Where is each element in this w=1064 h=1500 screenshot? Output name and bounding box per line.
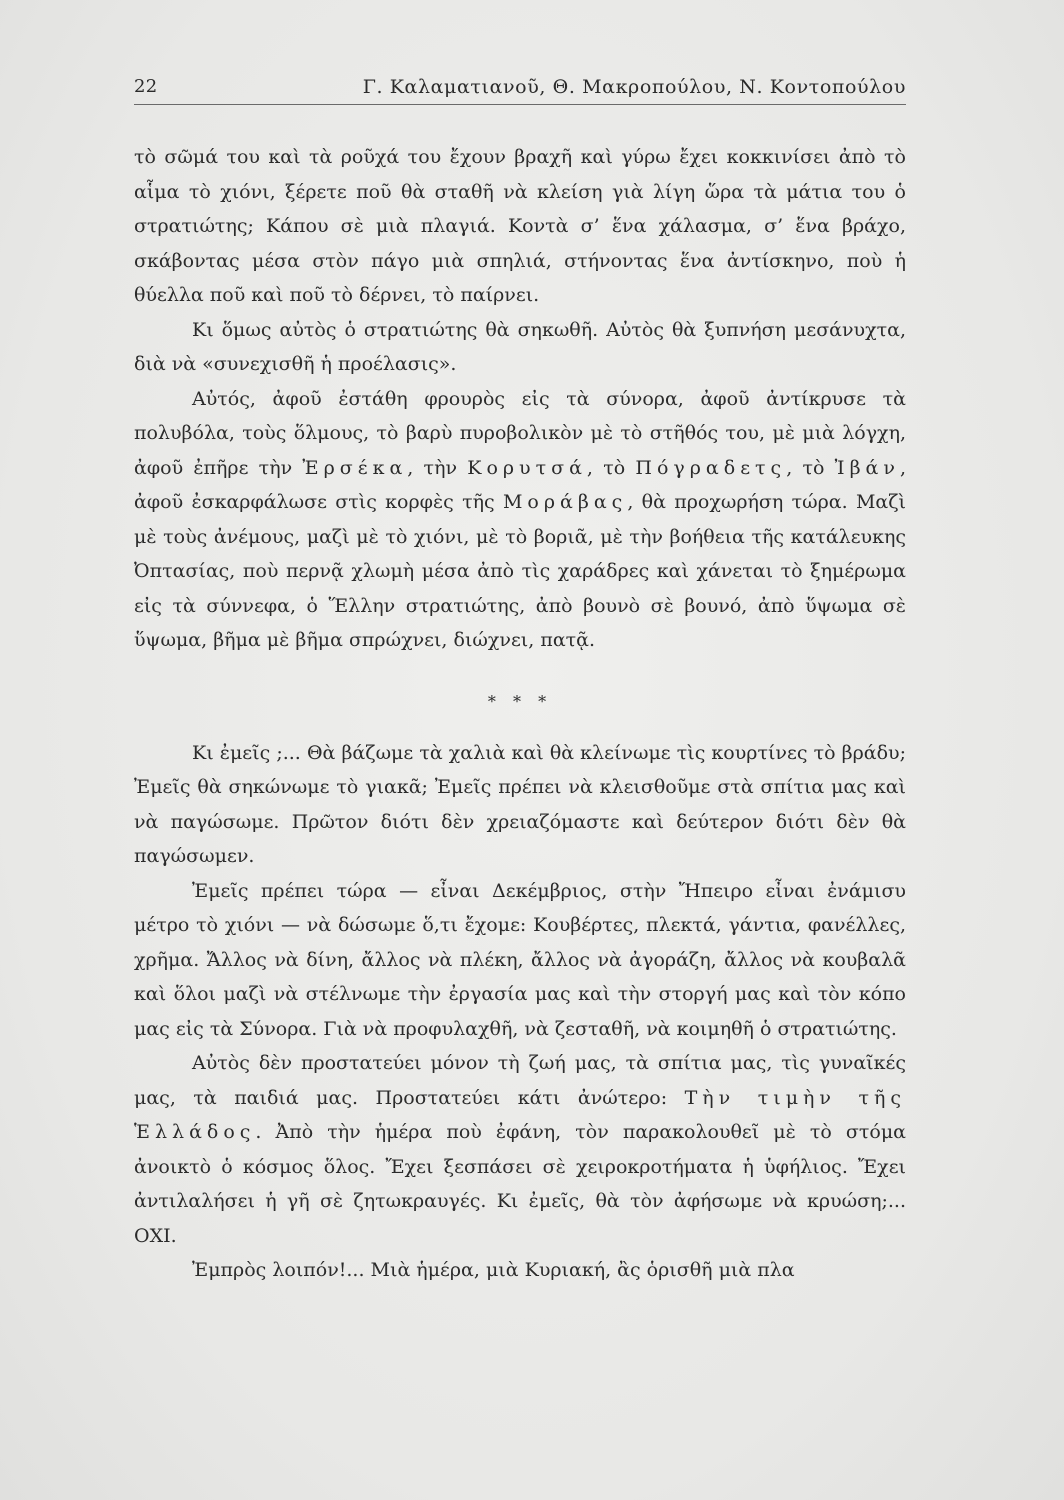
emphasized-text: Κορυτσά bbox=[467, 456, 587, 479]
paragraph-p5 bbox=[134, 874, 906, 1047]
paragraph-text: τὸ σῶμά του καὶ τὰ ροῦχά του ἔχουν βραχῆ καὶ γύρω ἔχει κοκκινίσει ἀπὸ τὸ αἷμα τὸ χιόνι, ξέρετε ποῦ θὰ σταθῆ νὰ κλείση γιὰ λίγη ὥρα τὰ μάτια του ὁ στρατιώτης; Κάπου σὲ μιὰ πλαγιά. Κοντὰ σ’ ἕνα χάλασμα, σ’ ἕνα βράχο, σκάβοντας μέσα στὸν πάγο μιὰ σπηλιά, στήνοντας ἕνα ἀντίσκηνο, ποὺ ἡ θύελλα ποῦ καὶ ποῦ τὸ δέρνει, τὸ παίρνει. bbox=[134, 146, 906, 306]
emphasized-text: Ἐρσέκα bbox=[302, 456, 408, 479]
text-block-before-break bbox=[134, 140, 906, 658]
emphasized-text: Μοράβας bbox=[502, 491, 628, 513]
paragraph-text: . Ἀπὸ τὴν ἡμέρα ποὺ ἐφάνη, τὸν παρακολουθεῖ μὲ τὸ στόμα ἀνοικτὸ ὁ κόσμος ὅλος. Ἔχει ξεσπάσει σὲ χειροκροτήματα ἡ ὑφήλιος. Ἔχει ἀντιλαλήσει ἡ γῆ σὲ ζητωκραυγές. Κι ἐμεῖς, θὰ τὸν ἀφήσωμε νὰ κρυώση;... ΟΧΙ. bbox=[134, 1121, 906, 1247]
paragraph-text: , ἀφοῦ ἐσκαρφάλωσε στὶς κορφὲς τῆς bbox=[134, 456, 906, 513]
section-break: * * * bbox=[487, 691, 553, 711]
paragraph-text: , τὸ bbox=[786, 456, 835, 479]
paragraph-p3 bbox=[134, 382, 906, 658]
page-body bbox=[134, 140, 906, 1288]
page-number: 22 bbox=[134, 76, 158, 97]
paragraph-text: Αὐτός, ἀφοῦ ἐστάθη φρουρὸς εἰς τὰ σύνορα, ἀφοῦ ἀντίκρυσε τὰ πολυβόλα, τοὺς ὅλμους, τὸ βαρὺ πυροβολικὸν μὲ τὸ στῆθός του, μὲ μιὰ λόγχη, ἀφοῦ ἐπῆρε τὴν bbox=[134, 387, 906, 479]
paragraph-p7 bbox=[134, 1253, 906, 1288]
emphasized-text: Τὴν τιμὴν τῆς Ἑλλάδος bbox=[134, 1086, 907, 1143]
paragraph-p1 bbox=[134, 140, 906, 313]
paragraph-text: Κι ὅμως αὐτὸς ὁ στρατιώτης θὰ σηκωθῆ. Αὐτὸς θὰ ξυπνήση μεσάνυχτα, διὰ νὰ «συνεχισθῆ ἡ προέλασις». bbox=[134, 318, 906, 375]
paragraph-text: Αὐτὸς δὲν προστατεύει μόνον τὴ ζωή μας, τὰ σπίτια μας, τὶς γυναῖκές μας, τὰ παιδιά μας. Προστατεύει κάτι ἀνώτερο: bbox=[134, 1052, 906, 1109]
paragraph-p4 bbox=[134, 736, 906, 874]
paragraph-text: , τὴν bbox=[407, 456, 468, 479]
text-block-after-break bbox=[134, 736, 906, 1288]
paragraph-text: Κι ἐμεῖς ;... Θὰ βάζωμε τὰ χαλιὰ καὶ θὰ κλείνωμε τὶς κουρτίνες τὸ βράδυ; Ἐμεῖς θὰ σηκώνωμε τὸ γιακᾶ; Ἐμεῖς πρέπει νὰ κλεισθοῦμε στὰ σπίτια μας καὶ νὰ παγώσωμε. Πρῶτον διότι δὲν χρειαζόμαστε καὶ δεύτερον διότι δὲν θὰ παγώσωμεν. bbox=[134, 741, 906, 867]
paragraph-p6 bbox=[134, 1046, 906, 1253]
paragraph-text: Ἐμεῖς πρέπει τώρα — εἶναι Δεκέμβριος, στὴν Ἤπειρο εἶναι ἐνάμισυ μέτρο τὸ χιόνι — νὰ δώσωμε ὅ,τι ἔχομε: Κουβέρτες, πλεκτά, γάντια, φανέλλες, χρῆμα. Ἄλλος νὰ δίνη, ἄλλος νὰ πλέκη, ἄλλος νὰ ἀγοράζη, ἄλλος νὰ κουβαλᾶ καὶ ὅλοι μαζὶ νὰ στέλνωμε τὴν ἐργασία μας καὶ τὴν στοργή μας καὶ τὸν κόπο μας εἰς τὰ Σύνορα. Γιὰ νὰ προφυλαχθῆ, νὰ ζεσταθῆ, νὰ κοιμηθῆ ὁ στρατιώτης. bbox=[134, 879, 906, 1040]
paragraph-text: , τὸ bbox=[586, 456, 636, 479]
emphasized-text: Ἰβάν bbox=[834, 456, 900, 479]
running-head: Γ. Καλαματιανοῦ, Θ. Μακροπούλου, Ν. Κοντοπούλου bbox=[362, 76, 906, 98]
emphasized-text: Πόγραδετς bbox=[635, 456, 787, 479]
paragraph-p2 bbox=[134, 313, 906, 382]
paragraph-text: Ἐμπρὸς λοιπόν!... Μιὰ ἡμέρα, μιὰ Κυριακή, ἂς ὁρισθῆ μιὰ πλα bbox=[192, 1259, 795, 1281]
paragraph-text: , θὰ προχωρήση τώρα. Μαζὶ μὲ τοὺς ἀνέμους, μαζὶ μὲ τὸ χιόνι, μὲ τὸ βοριᾶ, μὲ τὴν βοήθεια τῆς κατάλευκης Ὀπτασίας, ποὺ περνᾷ χλωμὴ μέσα ἀπὸ τὶς χαράδρες καὶ χάνεται τὸ ξημέρωμα εἰς τὰ σύννεφα, ὁ Ἕλλην στρατιώτης, ἀπὸ βουνὸ σὲ βουνό, ἀπὸ ὕψωμα σὲ ὕψωμα, βῆμα μὲ βῆμα σπρώχνει, διώχνει, πατᾷ. bbox=[134, 491, 906, 651]
page-header bbox=[134, 74, 906, 105]
